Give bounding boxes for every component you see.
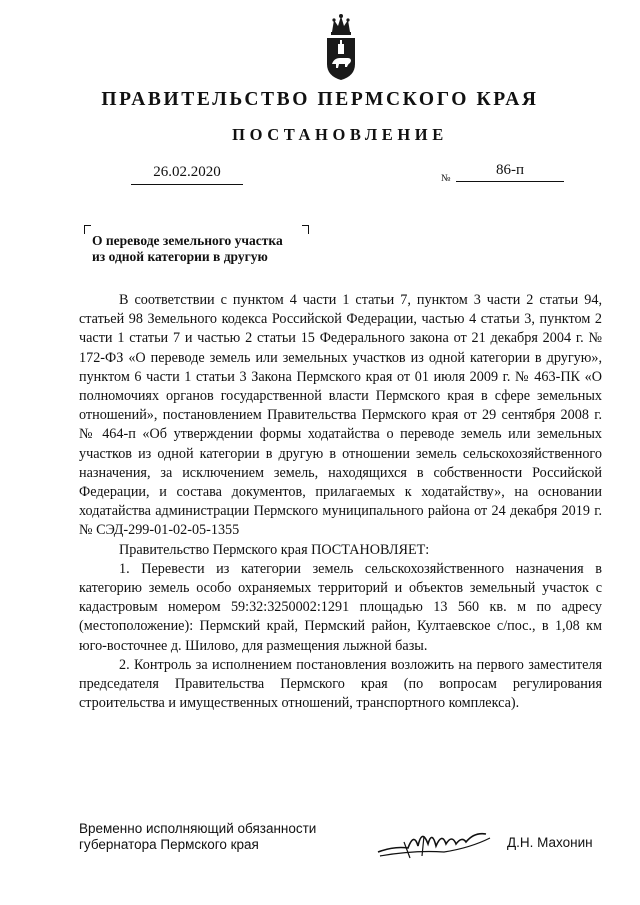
- handwritten-signature-icon: [374, 822, 494, 862]
- signatory-title-line-1: Временно исполняющий обязанности: [79, 821, 317, 836]
- subject-corner-left: [84, 225, 91, 234]
- preamble-paragraph: В соответствии с пунктом 4 части 1 статьи 7, пунктом 3 части 2 статьи 94, статьей 98 Земельного кодекса Российской Федерации, частью 4 статьи 3, пунктом 2 части 1 статьи 7 и частью 2 статьи 15 Федерального закона от 21 декабря 2004 г. № 172-ФЗ «О переводе земель или земельных участков из одной категории в другую», пунктом 6 части 1 статьи 3 Закона Пермского края от 01 июля 2009 г. № 463-ПК «О полномочиях органов государственной власти Пермского края в сфере земельных отношений», постановлением Правительства Пермского края от 29 сентября 2008 г. № 464-п «Об утверждении формы ходатайства о переводе земель или земельных участков из одной категории в другую в отношении земель сельскохозяйственного назначения, за исключением земель, находящихся в собственности Российской Федерации, и состава документов, прилагаемых к ходатайству», на основании ходатайства администрации Пермского муниципального района от 24 декабря 2019 г. № СЭД-299-01-02-05-1355: [79, 292, 602, 539]
- item-2-paragraph: 2. Контроль за исполнением постановления возложить на первого заместителя председателя Правительства Пермского края (по вопросам регулирования строительства и имущественных отношений, транспортного комплекса).: [79, 656, 602, 712]
- perm-krai-coat-of-arms-icon: [322, 12, 360, 82]
- number-sign: №: [441, 173, 451, 184]
- document-number: 86-п: [495, 162, 525, 178]
- item-1-paragraph: 1. Перевести из категории земель сельскохозяйственного назначения в категорию земель особо охраняемых территорий и объектов земельный участок с кадастровым номером 59:32:3250002:1291 площадью 13 560 кв. м по адресу (местоположение): Пермский край, Пермский район, Култаевское с/пос., в 1,08 км юго-восточнее д. Шилово, для размещения лыжной базы.: [79, 560, 602, 654]
- document-body: [79, 291, 602, 713]
- number-underline: [456, 181, 564, 182]
- date-underline: [131, 184, 243, 185]
- subject-corner-right: [302, 225, 309, 234]
- resolution-paragraph: Правительство Пермского края ПОСТАНОВЛЯЕТ:: [119, 541, 430, 558]
- organization-name: ПРАВИТЕЛЬСТВО ПЕРМСКОГО КРАЯ: [101, 89, 539, 110]
- document-date: 26.02.2020: [153, 164, 221, 180]
- signatory-title-line-2: губернатора Пермского края: [79, 837, 259, 852]
- subject-line-2: из одной категории в другую: [92, 249, 268, 264]
- subject-line-1: О переводе земельного участка: [92, 233, 283, 248]
- document-type: ПОСТАНОВЛЕНИЕ: [232, 125, 448, 144]
- document-subject: [92, 233, 283, 265]
- signatory-title: [79, 821, 316, 853]
- signatory-name: Д.Н. Махонин: [507, 835, 593, 850]
